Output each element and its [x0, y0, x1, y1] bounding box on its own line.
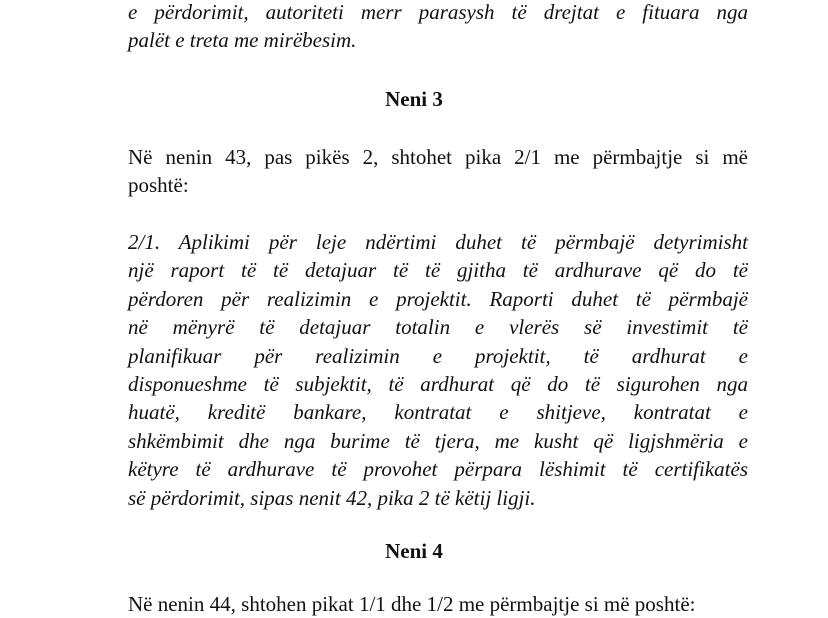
article-3-clause-2-1 — [128, 228, 748, 512]
clause-line: disponueshme të subjektit, të ardhurat që do të sigurohen nga — [128, 372, 748, 397]
clause-line: një raport të të detajuar të të gjitha të ardhurave që do të — [128, 258, 748, 283]
article-3-intro-line: poshtë: — [128, 173, 189, 198]
clause-line: 2/1. Aplikimi për leje ndërtimi duhet të përmbajë detyrimisht — [128, 230, 748, 254]
article-3-intro — [128, 143, 748, 200]
article-4-partial-text: Në nenin 44, shtohen pikat 1/1 dhe 1/2 me përmbajtje si më poshtë: — [128, 592, 696, 616]
clause-line: përdoren për realizimin e projektit. Raporti duhet të përmbajë — [128, 286, 748, 311]
clause-line: huatë, kreditë bankare, kontratat e shitjeve, kontratat e — [128, 400, 748, 425]
article-4-heading: Neni 4 — [385, 539, 443, 563]
clause-line: planifikuar për realizimin e projektit, të ardhurat e — [128, 343, 748, 368]
article-4-partial-line — [128, 590, 748, 616]
clause-line: në mënyrë të detajuar totalin e vlerës së investimit të — [128, 315, 748, 340]
clause-line: shkëmbimit dhe nga burime të tjera, me kusht që ligjshmëria e — [128, 428, 748, 453]
clause-line: së përdorimit, sipas nenit 42, pika 2 të këtij ligji. — [128, 485, 536, 510]
article-3-intro-line: Në nenin 43, pas pikës 2, shtohet pika 2/1 me përmbajtje si më — [128, 145, 748, 169]
article-3-heading: Neni 3 — [385, 87, 443, 111]
clause-line: këtyre të ardhurave të provohet përpara lëshimit të certifikatës — [128, 457, 748, 482]
top-paragraph-line: e përdorimit, autoriteti merr parasysh të drejtat e fituara nga — [128, 0, 748, 24]
top-paragraph — [128, 0, 748, 55]
top-paragraph-line: palët e treta me mirëbesim. — [128, 28, 357, 53]
